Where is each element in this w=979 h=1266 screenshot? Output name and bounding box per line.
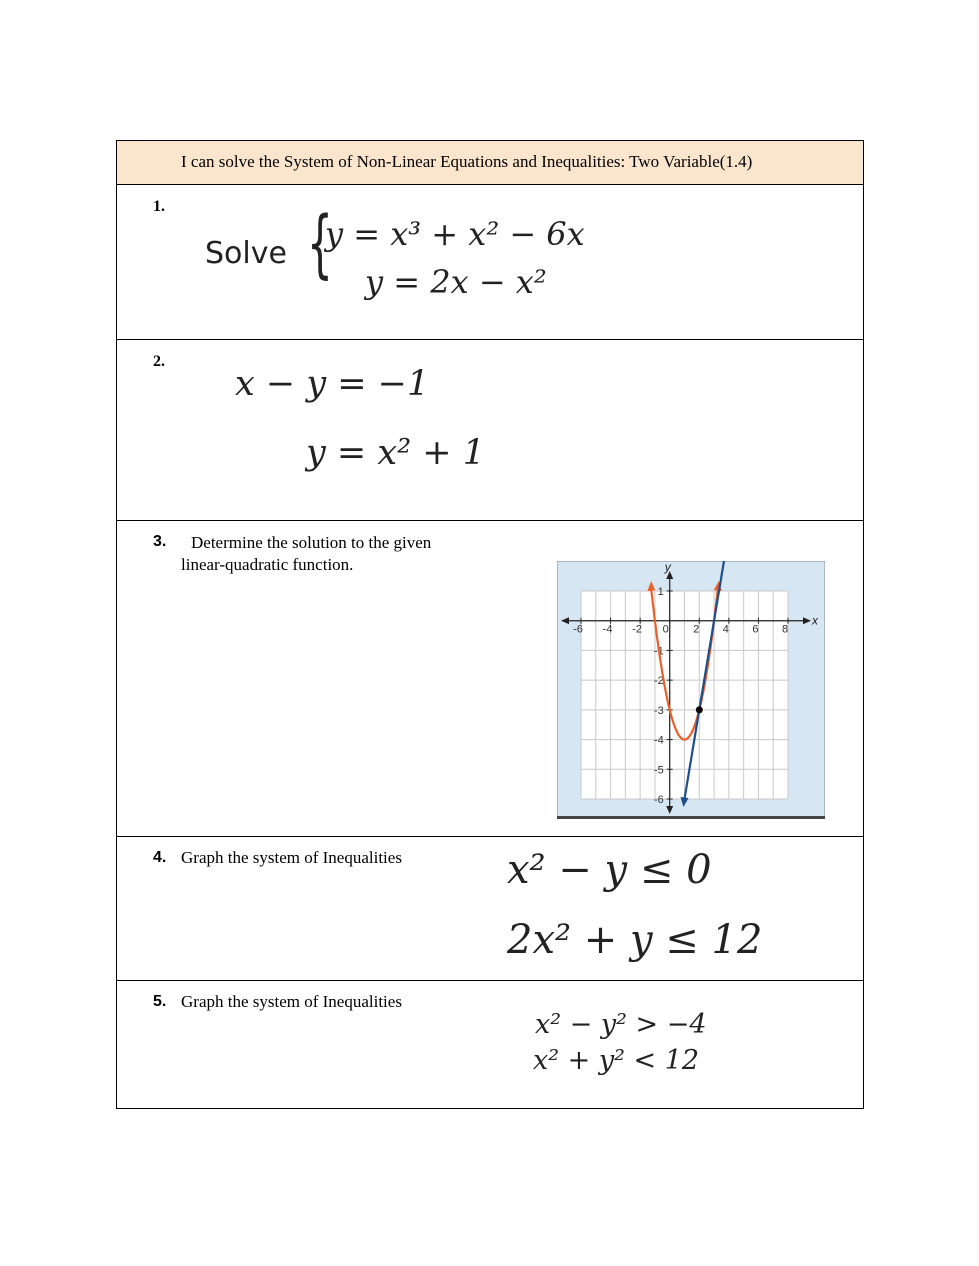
equation: x − y = −1 [235,364,430,404]
y-tick-label: -4 [653,734,664,747]
equation: y = 2x − x² [365,263,547,301]
axis-label-x: x [812,613,818,628]
inequality: x² − y² > −4 [535,1009,707,1040]
inequality: x² + y² < 12 [533,1045,700,1076]
axis-label-y: y [664,561,671,574]
y-tick-label: -5 [653,764,664,777]
problem-number: 1. [153,198,165,215]
problem-number: 4. [153,849,167,866]
problem-prompt: Graph the system of Inequalities [181,992,402,1011]
worksheet-table [116,140,864,1109]
page-title: I can solve the System of Non-Linear Equations and Inequalities: Two Variable(1.4) [181,152,753,171]
header-row [117,141,863,184]
equation: y = x² + 1 [306,433,485,473]
problem-1-row [117,184,863,339]
inequality: x² − y ≤ 0 [507,847,712,893]
problem-prompt: Determine the solution to the given [191,533,432,552]
x-tick-label: -2 [632,623,643,636]
y-tick-label: -2 [653,675,664,688]
problem-2-row [117,339,863,520]
x-tick-label: 6 [752,623,759,636]
problem-number: 2. [153,353,165,370]
y-tick-label: -3 [653,704,664,717]
inequality: 2x² + y ≤ 12 [507,917,763,963]
x-tick-label: 0 [662,623,669,636]
graph [557,561,825,819]
y-tick-label: 1 [657,586,664,598]
problem-prompt: Graph the system of Inequalities [181,848,402,867]
problem-4-row [117,836,863,980]
y-tick-label: -1 [653,645,664,658]
x-tick-label: 2 [693,623,700,636]
chart-svg [557,561,825,819]
problem-3-row [117,520,863,836]
y-tick-label: -6 [653,794,664,806]
solve-label: Solve [205,236,287,271]
graph-bottom-edge [557,816,825,819]
problem-number: 3. [153,533,167,550]
equation: y = x³ + x² − 6x [325,215,585,253]
intersection-point [696,706,703,713]
x-tick-label: 8 [781,623,789,636]
problem-5-row [117,980,863,1108]
problem-number: 5. [153,993,167,1010]
x-tick-label: -4 [602,623,613,636]
x-tick-label: 4 [722,623,729,636]
x-tick-label: -6 [573,623,583,636]
brace-icon: { [307,201,333,287]
problem-prompt: linear-quadratic function. [181,555,354,574]
